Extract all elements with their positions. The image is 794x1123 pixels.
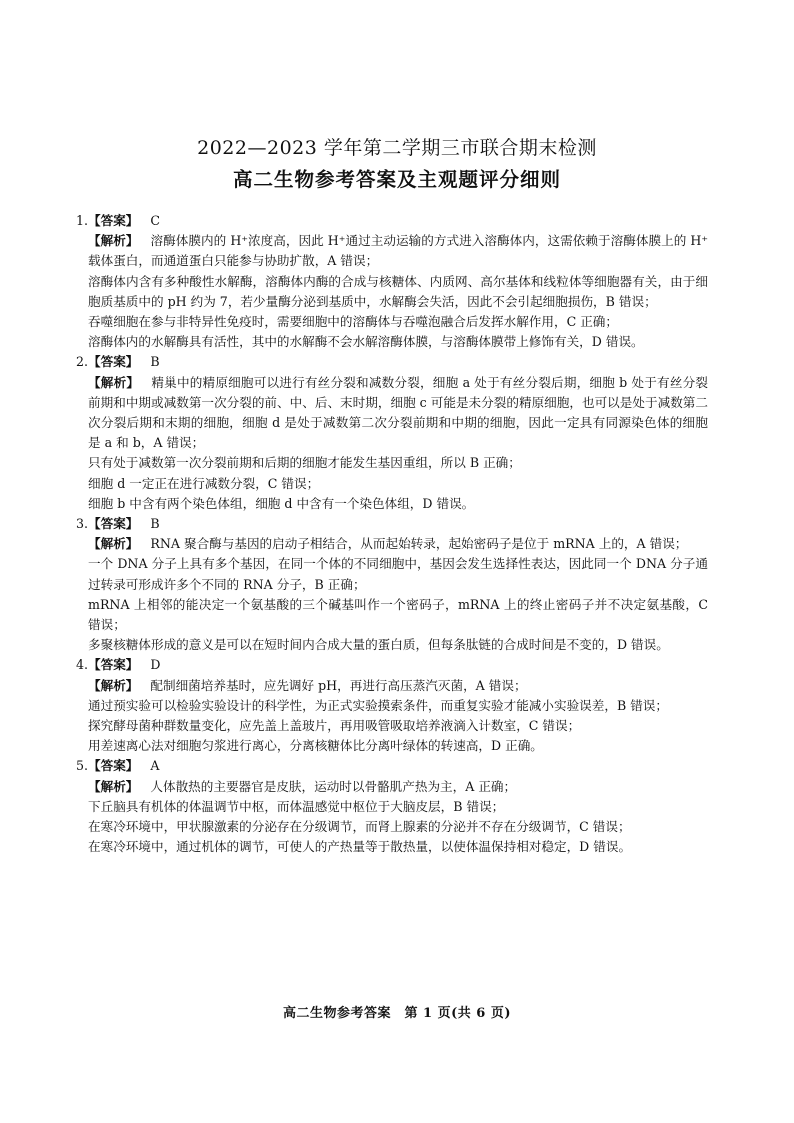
question-number: 2.	[76, 354, 89, 370]
question-block	[76, 211, 709, 352]
analysis-text: 人体散热的主要器官是皮肤，运动时以骨骼肌产热为主，A 正确；	[150, 778, 517, 794]
question-block	[76, 352, 708, 514]
analysis-paragraph	[88, 696, 708, 716]
analysis-paragraph	[88, 231, 708, 271]
analysis-text: 探究酵母菌种群数量变化，应先盖上盖玻片，再用吸管吸取培养液滴入计数室，C 错误；	[88, 718, 581, 734]
analysis-paragraph	[88, 797, 708, 817]
analysis-paragraph	[88, 676, 708, 696]
analysis-text: 多聚核糖体形成的意义是可以在短时间内合成大量的蛋白质，但每条肽链的合成时间是不变的，D 错误。	[88, 637, 669, 653]
analysis-paragraph	[88, 736, 708, 756]
question-number: 3.	[76, 516, 89, 532]
page-footer: 高二生物参考答案 第 1 页(共 6 页)	[283, 1006, 511, 1021]
analysis-label: 【解析】	[88, 374, 140, 390]
analysis-text: 溶酶体内含有多种酸性水解酶，溶酶体内酶的合成与核糖体、内质网、高尔基体和线粒体等细胞器有关，由于细胞质基质中的 pH 约为 7，若少量酶分泌到基质中，水解酶会失活，因此不会引起细胞损伤，B 错误；	[88, 273, 708, 309]
analysis-paragraph	[88, 373, 708, 454]
analysis-text: 通过预实验可以检验实验设计的科学性，为正式实验摸索条件，而重复实验才能减小实验误差，B 错误；	[88, 697, 668, 713]
answer-value: A	[150, 758, 160, 774]
analysis-paragraph	[88, 817, 708, 837]
question-block	[76, 514, 708, 655]
analysis-text: 配制细菌培养基时，应先调好 pH，再进行高压蒸汽灭菌，A 错误；	[150, 677, 527, 693]
analysis-paragraph	[88, 635, 708, 655]
analysis-paragraph	[88, 332, 708, 352]
question-number: 5.	[76, 758, 89, 774]
analysis-label: 【解析】	[88, 778, 139, 794]
answer-line	[76, 655, 708, 675]
analysis-text: 用差速离心法对细胞匀浆进行离心，分离核糖体比分离叶绿体的转速高，D 正确。	[88, 738, 543, 754]
analysis-text: 吞噬细胞在参与非特异性免疫时，需要细胞中的溶酶体与吞噬泡融合后发挥水解作用，C 正确；	[88, 314, 618, 330]
answer-label: 【答案】	[88, 354, 139, 370]
analysis-paragraph	[88, 595, 708, 635]
answer-line	[76, 352, 708, 372]
analysis-paragraph	[88, 534, 708, 554]
analysis-paragraph	[88, 554, 708, 594]
question-block	[76, 655, 708, 756]
analysis-paragraph	[88, 837, 708, 857]
answer-value: B	[150, 354, 160, 370]
analysis-text: 在寒冷环境中，甲状腺激素的分泌存在分级调节，而肾上腺素的分泌并不存在分级调节，C 错误；	[88, 819, 631, 835]
analysis-text: 只有处于减数第一次分裂前期和后期的细胞才能发生基因重组，所以 B 正确；	[88, 455, 521, 471]
analysis-paragraph	[88, 777, 708, 797]
answer-list	[76, 211, 709, 858]
analysis-text: mRNA 上相邻的能决定一个氨基酸的三个碱基叫作一个密码子，mRNA 上的终止密码子并不决定氨基酸，C 错误；	[88, 596, 708, 633]
question-number: 1.	[76, 213, 89, 228]
answer-line	[76, 211, 708, 231]
answer-value: C	[150, 213, 161, 228]
analysis-label: 【解析】	[88, 233, 139, 249]
answer-value: B	[150, 516, 160, 532]
analysis-paragraph	[88, 272, 708, 312]
answer-label: 【答案】	[88, 657, 139, 673]
analysis-paragraph	[88, 453, 708, 473]
answer-line	[76, 756, 708, 776]
answer-line	[76, 514, 708, 534]
analysis-text: 溶酶体内的水解酶具有活性，其中的水解酶不会水解溶酶体膜，与溶酶体膜带上修饰有关，D 错误。	[88, 334, 644, 350]
answer-value: D	[150, 657, 161, 673]
analysis-text: 细胞 d 一定正在进行减数分裂，C 错误；	[88, 475, 320, 491]
analysis-paragraph	[88, 474, 708, 494]
answer-key-subtitle: 高二生物参考答案及主观题评分细则	[232, 168, 561, 191]
analysis-text: 下丘脑具有机体的体温调节中枢，而体温感觉中枢位于大脑皮层，B 错误；	[88, 798, 505, 814]
answer-label: 【答案】	[88, 516, 139, 532]
question-number: 4.	[76, 657, 89, 673]
analysis-text: 精巢中的精原细胞可以进行有丝分裂和减数分裂，细胞 a 处于有丝分裂后期，细胞 b 处于有丝分裂前期和中期或减数第一次分裂的前、中、后、末时期，细胞 c 可能是未分裂的精原细胞，也可以是处于减数第二次分裂后期和末期的细胞，细胞 d 是处于减数第二次分裂前期和中期的细胞，因此一定具有同源染色体的细胞是 a 和 b，A 错误；	[88, 374, 708, 451]
analysis-paragraph	[88, 716, 708, 736]
question-block	[76, 756, 708, 857]
analysis-label: 【解析】	[88, 536, 139, 552]
answer-label: 【答案】	[88, 213, 139, 228]
analysis-text: RNA 聚合酶与基因的启动子相结合，从而起始转录，起始密码子是位于 mRNA 上的，A 错误；	[150, 536, 688, 552]
analysis-text: 在寒冷环境中，通过机体的调节，可使人的产热量等于散热量，以使体温保持相对稳定，D 错误。	[88, 839, 632, 855]
analysis-paragraph	[88, 312, 708, 332]
analysis-text: 一个 DNA 分子上具有多个基因，在同一个体的不同细胞中，基因会发生选择性表达，因此同一个 DNA 分子通过转录可形成许多个不同的 RNA 分子，B 正确；	[88, 556, 708, 592]
exam-title: 2022—2023 学年第二学期三市联合期末检测	[197, 137, 597, 159]
analysis-text: 细胞 b 中含有两个染色体组，细胞 d 中含有一个染色体组，D 错误。	[88, 495, 475, 511]
answer-label: 【答案】	[88, 758, 139, 774]
analysis-text: 溶酶体膜内的 H⁺浓度高，因此 H⁺通过主动运输的方式进入溶酶体内，这需依赖于溶酶体膜上的 H⁺载体蛋白，而通道蛋白只能参与协助扩散，A 错误；	[88, 233, 709, 269]
analysis-label: 【解析】	[88, 677, 139, 693]
analysis-paragraph	[88, 494, 708, 514]
